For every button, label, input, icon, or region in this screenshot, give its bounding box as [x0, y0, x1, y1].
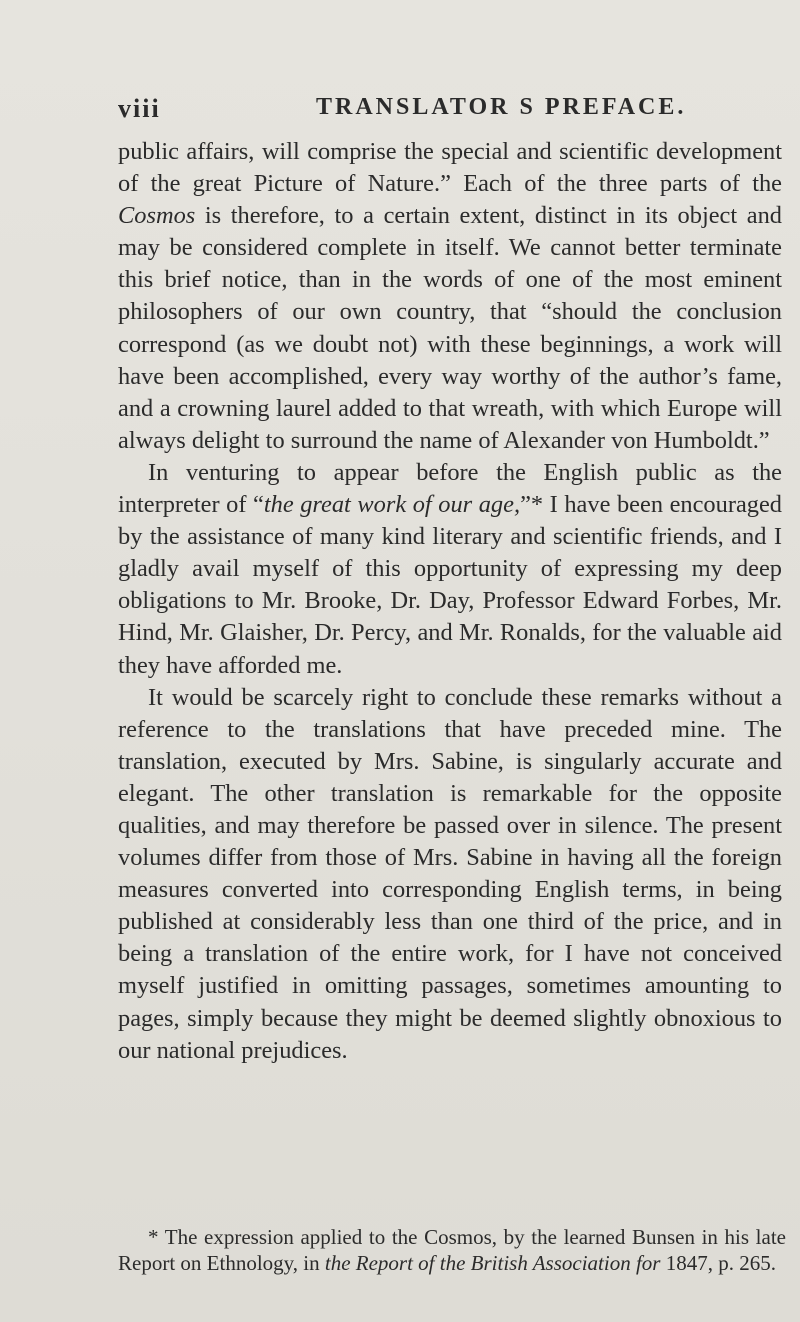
footnote-italic: the Report of the British Association for	[324, 1251, 661, 1275]
page-header	[118, 94, 778, 128]
paragraph-2-text-before: In venturing to appear before the English public as the interpreter of “	[118, 458, 782, 519]
paragraph-1-italic: Cosmos	[118, 202, 196, 230]
footnote-text-after: 1847, p. 265.	[660, 1251, 776, 1275]
footnote	[118, 1224, 786, 1276]
paragraph-1-text-before: public affairs, will comprise the special and scientific development of the great Picture of Nature.” Each of the three parts of the	[118, 138, 782, 198]
paragraph-2-italic: the great work of our age,	[263, 491, 521, 519]
paragraph-2-text-after: ”* I have been encouraged by the assistance of many kind literary and scientific friends, and I gladly avail myself of this opportunity of expressing my deep obligations to Mr. Brooke, Dr. Day, Professor Edward Forbes, Mr. Hind, Mr. Glaisher, Dr. Percy, and Mr. Ronalds, for the valuable aid they have afforded me.	[118, 491, 782, 679]
paragraph-1-text-after: is therefore, to a certain extent, distinct in its object and may be considered complete in itself. We cannot better terminate this brief notice, than in the words of one of the most eminent philosophers of our own country, that “should the conclusion correspond (as we doubt not) with these beginnings, a work will have been accomplished, every way worthy of the author’s fame, and a crowning laurel added to that wreath, with which Europe will always delight to surround the name of Alexander von Humboldt.”	[118, 202, 782, 454]
running-head: TRANSLATOR S PREFACE.	[316, 94, 687, 120]
paragraph-3: It would be scarcely right to conclude these remarks without a reference to the translations that have preceded mine. The translation, executed by Mrs. Sabine, is singularly accurate and elegant. The other translation is remarkable for the opposite qualities, and may therefore be passed over in silence. The present volumes differ from those of Mrs. Sabine in having all the foreign measures converted into corresponding English terms, in being published at considerably less than one third of the price, and in being a translation of the entire work, for I have not conceived myself justified in omitting passages, sometimes amounting to pages, simply because they might be deemed slightly obnoxious to our national prejudices.	[118, 683, 782, 1064]
paragraph-2	[118, 457, 782, 682]
page-number: viii	[118, 94, 161, 123]
paragraph-1	[118, 136, 782, 457]
footnote-text-before: * The expression applied to the Cosmos, by the learned Bunsen in his late Report on Ethnology, in	[118, 1225, 786, 1275]
body-text	[118, 136, 782, 1067]
